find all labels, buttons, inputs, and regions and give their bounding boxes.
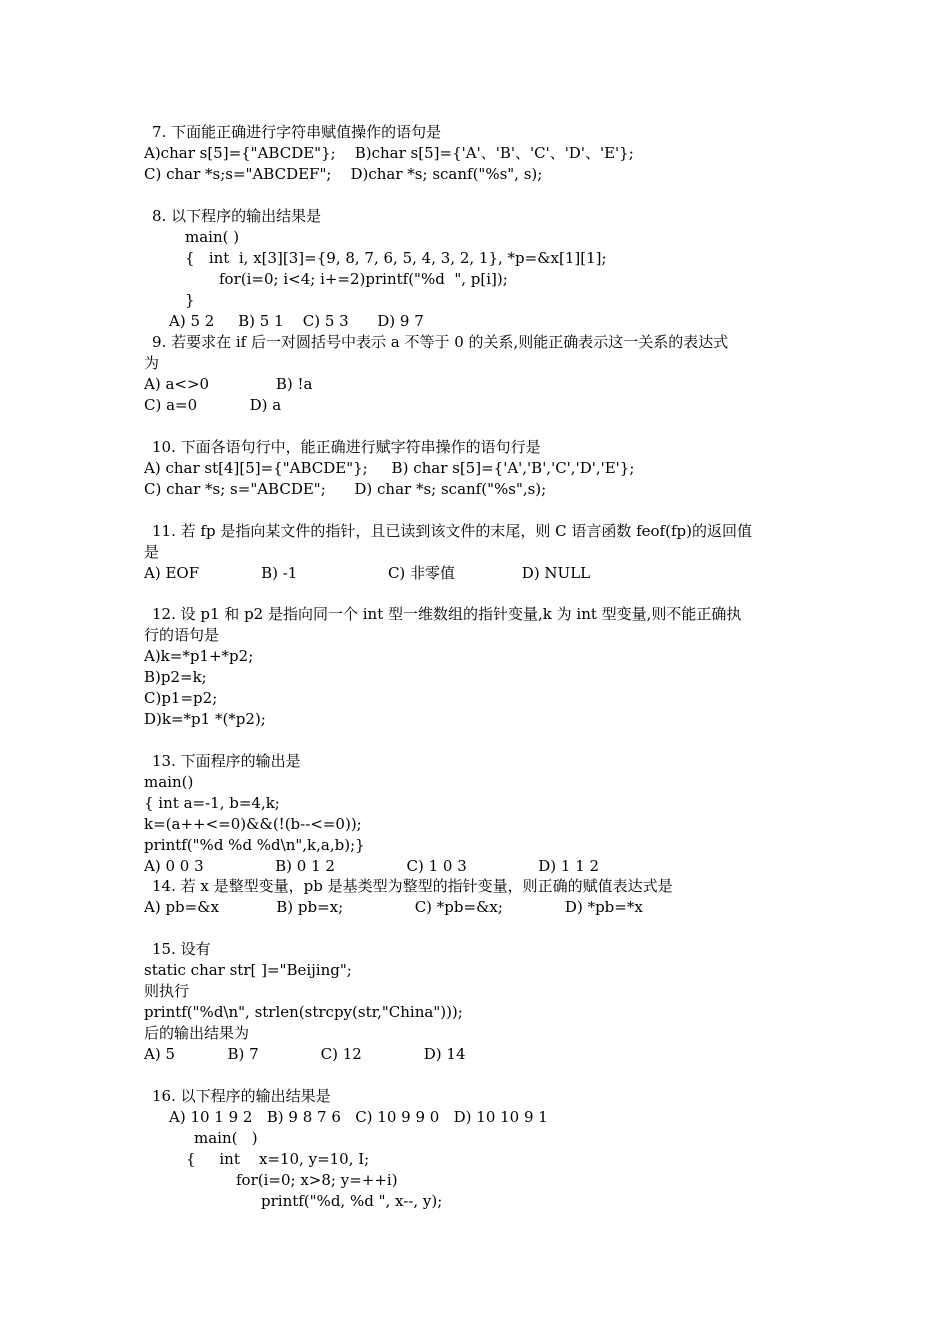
question-16-code-line: for(i=0; x>8; y=++i) <box>236 1171 398 1189</box>
question-11-options: A) EOF B) -1 C) 非零值 D) NULL <box>144 564 591 582</box>
question-12-stem: 12. 设 p1 和 p2 是指向同一个 int 型一维数组的指针变量,k 为 int 型变量,则不能正确执 <box>152 605 742 623</box>
question-12-option-c: C)p1=p2; <box>144 689 218 707</box>
question-12-option-b: B)p2=k; <box>144 668 207 686</box>
question-9-options-cd: C) a=0 D) a <box>144 396 282 414</box>
question-9-stem-cont: 为 <box>144 354 160 372</box>
question-13-code-line: k=(a++<=0)&&(!(b--<=0)); <box>144 815 362 833</box>
question-13-options: A) 0 0 3 B) 0 1 2 C) 1 0 3 D) 1 1 2 <box>144 857 600 875</box>
question-11-stem: 11. 若 fp 是指向某文件的指针，且已读到该文件的末尾，则 C 语言函数 feof(fp)的返回值 <box>152 522 752 540</box>
question-12-option-a: A)k=*p1+*p2; <box>144 647 254 665</box>
question-15-text: 后的输出结果为 <box>144 1024 250 1042</box>
question-13-code-line: printf("%d %d %d\n",k,a,b);} <box>144 836 365 854</box>
question-16-code-line: printf("%d, %d ", x--, y); <box>261 1192 443 1210</box>
question-10-options-cd: C) char *s; s="ABCDE"; D) char *s; scanf("%s",s); <box>144 480 547 498</box>
question-8-code-line: } <box>185 291 195 309</box>
question-15-options: A) 5 B) 7 C) 12 D) 14 <box>144 1045 466 1063</box>
question-10-stem: 10. 下面各语句行中，能正确进行赋字符串操作的语句行是 <box>152 438 541 456</box>
question-13-stem: 13. 下面程序的输出是 <box>152 752 301 770</box>
question-13-code-line: { int a=-1, b=4,k; <box>144 794 280 812</box>
question-12-option-d: D)k=*p1 *(*p2); <box>144 710 266 728</box>
question-10-options-ab: A) char st[4][5]={"ABCDE"}; B) char s[5]={'A','B','C','D','E'}; <box>144 459 635 477</box>
question-9-options-ab: A) a<>0 B) !a <box>144 375 313 393</box>
question-16-options: A) 10 1 9 2 B) 9 8 7 6 C) 10 9 9 0 D) 10 10 9 1 <box>169 1108 548 1126</box>
question-8-code-line: main( ) <box>185 228 240 246</box>
question-14-options: A) pb=&x B) pb=x; C) *pb=&x; D) *pb=*x <box>144 898 643 916</box>
question-16-stem: 16. 以下程序的输出结果是 <box>152 1087 331 1105</box>
question-8-stem: 8. 以下程序的输出结果是 <box>152 207 322 225</box>
question-15-text: 则执行 <box>144 982 190 1000</box>
question-16-code-line: { int x=10, y=10, I; <box>186 1150 370 1168</box>
question-12-stem-cont: 行的语句是 <box>144 626 220 644</box>
question-15-stem: 15. 设有 <box>152 940 211 958</box>
question-8-code-line: for(i=0; i<4; i+=2)printf("%d ", p[i]); <box>219 270 508 288</box>
question-16-code-line: main( ) <box>194 1129 258 1147</box>
question-8-options: A) 5 2 B) 5 1 C) 5 3 D) 9 7 <box>169 312 424 330</box>
question-7-stem: 7. 下面能正确进行字符串赋值操作的语句是 <box>152 123 442 141</box>
question-7-options-ab: A)char s[5]={"ABCDE"}; B)char s[5]={'A'、'B'、'C'、'D'、'E'}; <box>144 144 634 162</box>
question-9-stem: 9. 若要求在 if 后一对圆括号中表示 a 不等于 0 的关系,则能正确表示这一关系的表达式 <box>152 333 729 351</box>
question-11-stem-cont: 是 <box>144 543 160 561</box>
question-13-code-line: main() <box>144 773 194 791</box>
question-15-code-line: static char str[ ]="Beijing"; <box>144 961 352 979</box>
question-14-stem: 14. 若 x 是整型变量，pb 是基类型为整型的指针变量，则正确的赋值表达式是 <box>152 877 673 895</box>
question-15-code-line: printf("%d\n", strlen(strcpy(str,"China"))); <box>144 1003 463 1021</box>
question-7-options-cd: C) char *s;s="ABCDEF"; D)char *s; scanf("%s", s); <box>144 165 543 183</box>
question-8-code-line: { int i, x[3][3]={9, 8, 7, 6, 5, 4, 3, 2, 1}, *p=&x[1][1]; <box>185 249 607 267</box>
